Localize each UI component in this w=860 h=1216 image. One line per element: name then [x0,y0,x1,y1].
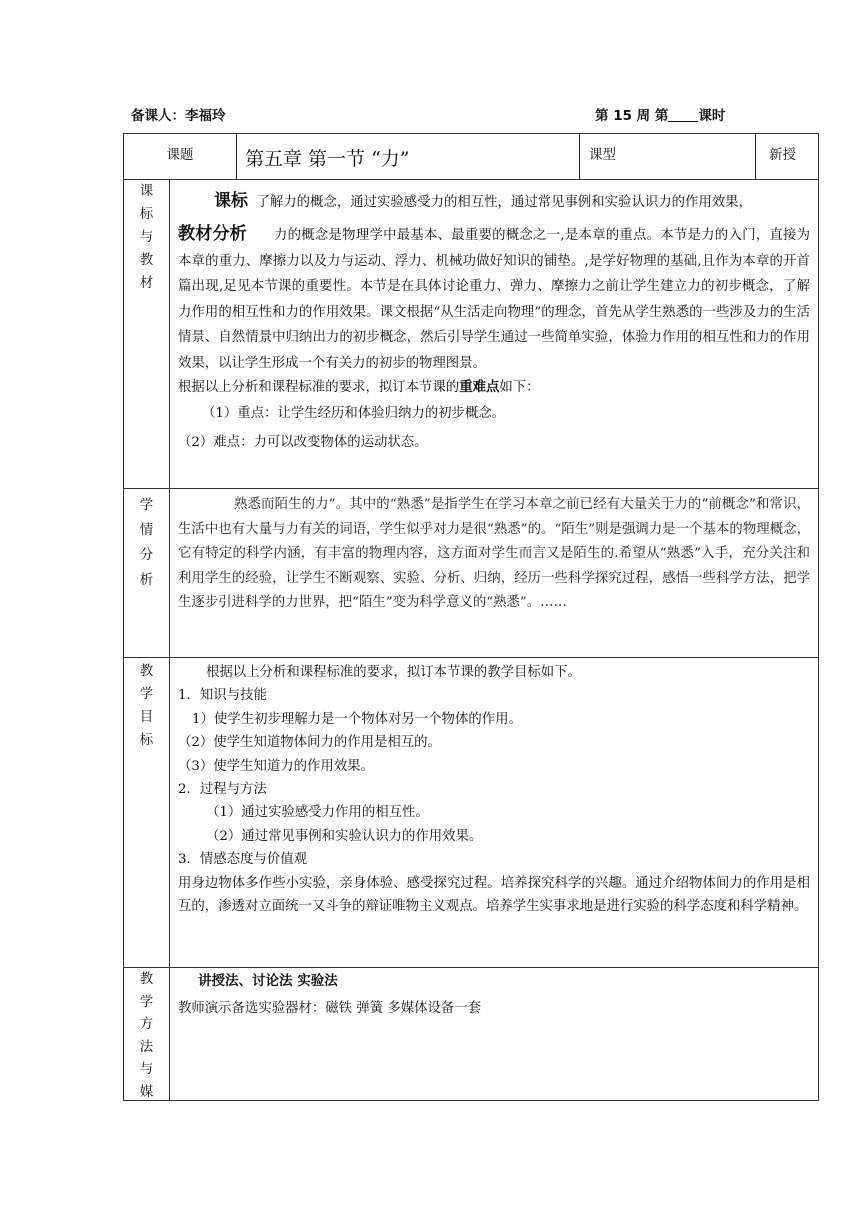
type-label: 课型 [579,134,755,179]
students-content [169,489,818,657]
title-row [123,133,819,179]
curriculum-side-label: 课 标 与 教 材 [139,183,154,291]
topic-value: 第五章 第一节 “力” [236,134,579,179]
analysis-label: 教材分析 [178,224,247,245]
students-row [123,488,819,657]
week-info: 第 15 周 第 课时 [595,108,726,124]
keypoints-bold: 重难点 [459,380,500,396]
methods-row [123,967,819,1101]
materials-line: 教师演示备选实验器材：磁铁 弹簧 多媒体设备一套 [178,1001,482,1017]
methods-line: 讲授法、讨论法 实验法 [198,973,338,989]
goals-side-label: 教 学 目 标 [139,663,154,748]
students-side-label: 学 情 分 析 [139,497,154,588]
goals-content: 根据以上分析和课程标准的要求，拟订本节课的教学目标如下。 1．知识与技能 1）使学生初步理解力是一个物体对另一个物体的作用。 （2）使学生知道物体间力的作用是相互的。 （3）使学生知道力的作用效果。 2．过程与方法 （1）通过实验感受力作用的相互性。 （2）通过常见事例和实验认识力的作用效果。 3．情感态度与价值观 用身边物体多作些小实验，亲身体验、感受探究过程。培养探究科学的兴趣。通过介绍物体间力的作用是相互的，渗透对立面统一又斗争的辩证唯物主义观点。培养学生实事求地是进行实验的科学态度和科学精神。 [169,658,818,967]
page-header [131,104,820,124]
key-point: （1）重点：让学生经历和体验归纳力的初步概念。 [202,405,506,421]
methods-content [169,968,818,1100]
type-value: 新授 [755,134,820,179]
curriculum-row [123,179,819,488]
analysis-text: 力的概念是物理学中最基本、最重要的概念之一,是本章的重点。本节是力的入门，直接为本章的重力、摩擦力以及力与运动、浮力、机械功做好知识的铺垫。,是学好物理的基础,且作为本章的开首篇出现,足见本节课的重要性。本节是在具体讨论重力、弹力、摩擦力之前让学生建立力的初步概念，了解力作用的相互性和力的作用效果。课文根据“从生活走向物理”的理念，首先从学生熟悉的一些涉及力的生活情景、自然情景中归纳出力的初步概念，然后引导学生通过一些简单实验，体验力作用的相互性和力的作用效果，以让学生形成一个有关力的初步的物理图景。 [178,228,811,371]
kebiao-label: 课标 [214,191,248,211]
author: 备课人：李福玲 [131,108,226,124]
goals-row [123,657,819,967]
topic-label: 课题 [166,147,194,163]
kebiao-text: 了解力的概念，通过实验感受力的相互性，通过常见事例和实验认识力的作用效果， [256,195,752,210]
curriculum-content: 课标 了解力的概念，通过实验感受力的相互性，通过常见事例和实验认识力的作用效果， 教材分析 力的概念是物理学中最基本、最重要的概念之一,是本章的重点。本节是力的入门，直接为本章的重力、摩擦力以及力与运动、浮力、机械功做好知识的铺垫。,是学好物理的基础,且作为本章的开首篇出现,足见本节课的重要性。本节是在具体讨论重力、弹力、摩擦力之前让学生建立力的初步概念，了解力作用的相互性和力的作用效果。课文根据“从生活走向物理”的理念，首先从学生熟悉的一些涉及力的生活情景、自然情景中归纳出力的初步概念，然后引导学生通过一些简单实验，体验力作用的相互性和力的作用效果，以让学生形成一个有关力的初步的物理图景。 根据以上分析和课程标准的要求，拟订本节课的重难点如下： （1）重点：让学生经历和体验归纳力的初步概念。 （2）难点：力可以改变物体的运动状态。 [169,180,818,488]
blank-line [668,107,698,122]
methods-side-label: 教 学 方 法 与 媒 [139,971,154,1100]
difficult-point: （2）难点：力可以改变物体的运动状态。 [178,435,428,451]
lesson-plan-table [123,133,819,1101]
students-text: 熟悉而陌生的力”。其中的“熟悉”是指学生在学习本章之前已经有大量关于力的“前概念”和常识，生活中也有大量与力有关的词语，学生似乎对力是很“熟悉”的。“陌生”则是强调力是一个基本的物理概念，它有特定的科学内涵，有丰富的物理内容，这方面对学生而言又是陌生的.希望从“熟悉”入手，充分关注和利用学生的经验，让学生不断观察、实验、分析、归纳，经历一些科学探究过程，感悟一些科学方法，把学生逐步引进科学的力世界，把“陌生”变为科学意义的“熟悉”。…… [178,497,810,611]
